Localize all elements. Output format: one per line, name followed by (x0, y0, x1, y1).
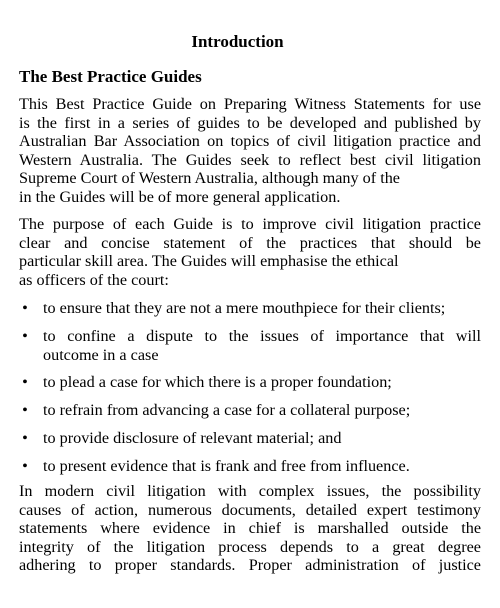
list-item-text (43, 401, 481, 420)
paragraph-line: in the Guides will be of more general application. (19, 187, 341, 206)
paragraph-line: particular skill area. The Guides will emphasise the ethical (19, 252, 399, 271)
list-item-text (43, 373, 481, 392)
paragraph-line: is the first in a series of guides to be developed and published by (19, 113, 481, 132)
paragraph-line: as officers of the court: (19, 270, 169, 289)
paragraph-line: clear and concise statement of the practices that should be (19, 233, 481, 252)
section-heading: The Best Practice Guides (19, 67, 202, 86)
bullet-icon: • (22, 327, 28, 345)
bullet-icon: • (22, 299, 28, 317)
bullet-icon: • (22, 429, 28, 447)
paragraph-line: This Best Practice Guide on Preparing Witness Statements for use (19, 95, 481, 113)
bullet-icon: • (22, 373, 28, 391)
paragraph-purpose (19, 215, 481, 289)
list-item-text (43, 429, 481, 448)
list-item-line: to provide disclosure of relevant material; and (43, 429, 342, 447)
list-item-line: to present evidence that is frank and free from influence. (43, 457, 410, 475)
paragraph-line: In modern civil litigation with complex issues, the possibility (19, 482, 481, 500)
list-item-line: to refrain from advancing a case for a collateral purpose; (43, 401, 411, 419)
bullet-icon: • (22, 401, 28, 419)
list-item-text (43, 457, 481, 476)
bullet-icon: • (22, 457, 28, 475)
paragraph-introduction (19, 95, 481, 207)
list-item-line: to plead a case for which there is a proper foundation; (43, 373, 392, 391)
paragraph-line: Western Australia. The Guides seek to reflect best civil litigation (19, 150, 481, 169)
list-item-line: to ensure that they are not a mere mouthpiece for their clients; (43, 299, 446, 317)
paragraph-line: adhering to proper standards. Proper administration of justice (19, 556, 481, 575)
paragraph-line: statements where evidence in chief is marshalled outside the (19, 519, 481, 538)
page-heading: Introduction (191, 32, 284, 51)
paragraph-line: integrity of the litigation process depends to a great degree (19, 537, 481, 556)
paragraph-line: The purpose of each Guide is to improve civil litigation practice (19, 215, 481, 233)
list-item-line: outcome in a case (43, 345, 159, 364)
paragraph-line: Supreme Court of Western Australia, although many of the (19, 169, 400, 188)
paragraph-line: Australian Bar Association on topics of civil litigation practice and (19, 132, 481, 151)
list-item-text (43, 299, 481, 318)
paragraph-modern-litigation (19, 482, 481, 575)
paragraph-line: causes of action, numerous documents, detailed expert testimony (19, 500, 481, 519)
list-item-line: to confine a dispute to the issues of importance that will (43, 327, 481, 345)
list-item-text (43, 327, 481, 364)
